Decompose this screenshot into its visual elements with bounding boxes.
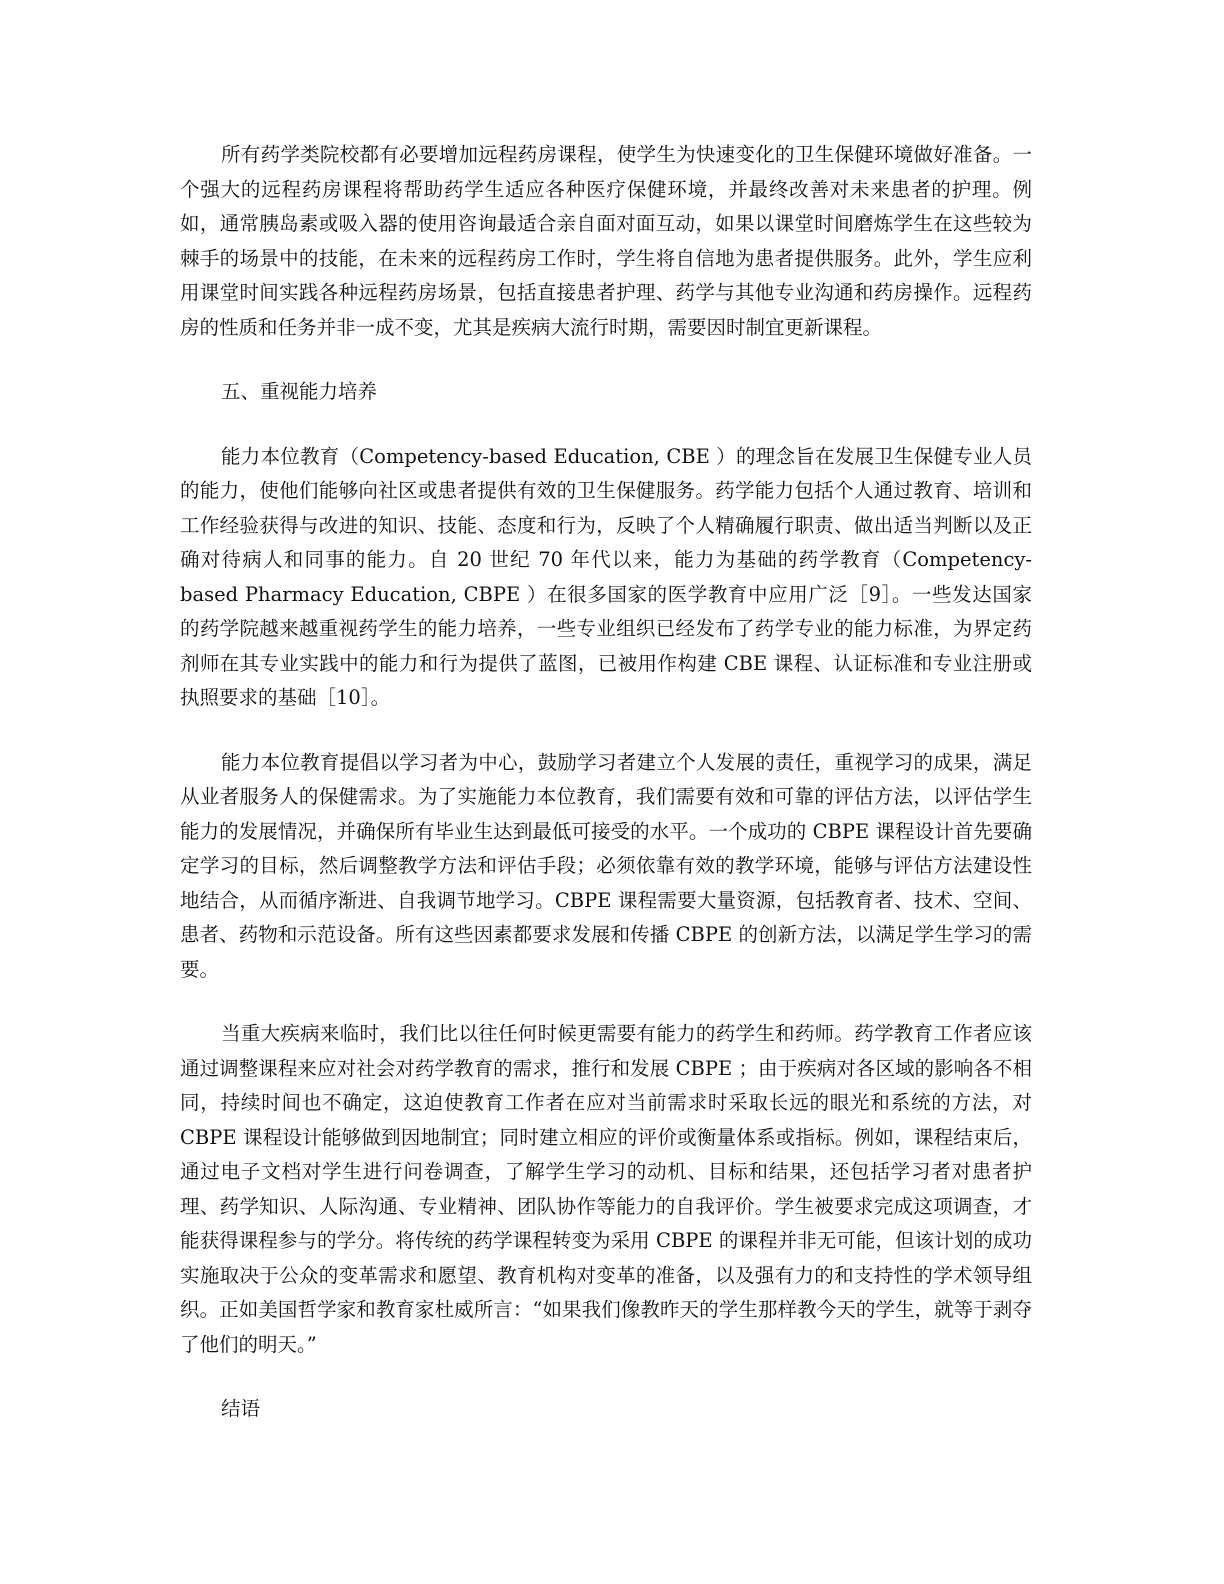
document-page — [180, 138, 1032, 1457]
paragraph-cbpe-response: 当重大疾病来临时，我们比以往任何时候更需要有能力的药学生和药师。药学教育工作者应该通过调整课程来应对社会对药学教育的需求，推行和发展 CBPE ；由于疾病对各区域的影响各不相同，持续时间也不确定，这迫使教育工作者在应对当前需求时采取长远的眼光和系统的方法，对 CBPE 课程设计能够做到因地制宜；同时建立相应的评价或衡量体系或指标。例如，课程结束后，通过电子文档对学生进行问卷调查，了解学生学习的动机、目标和结果，还包括学习者对患者护理、药学知识、人际沟通、专业精神、团队协作等能力的自我评价。学生被要求完成这项调查，才能获得课程参与的学分。将传统的药学课程转变为采用 CBPE 的课程并非无可能，但该计划的成功实施取决于公众的变革需求和愿望、教育机构对变革的准备，以及强有力的和支持性的学术领导组织。正如美国哲学家和教育家杜威所言：“如果我们像教昨天的学生那样教今天的学生，就等于剥夺了他们的明天。” — [180, 1022, 1032, 1356]
section-heading-conclusion: 结语 — [221, 1397, 261, 1420]
section-heading-competency: 五、重视能力培养 — [221, 380, 378, 403]
paragraph-cbe-implementation: 能力本位教育提倡以学习者为中心，鼓励学习者建立个人发展的责任，重视学习的成果，满足从业者服务人的保健需求。为了实施能力本位教育，我们需要有效和可靠的评估方法，以评估学生能力的发展情况，并确保所有毕业生达到最低可接受的水平。一个成功的 CBPE 课程设计首先要确定学习的目标，然后调整教学方法和评估手段；必须依靠有效的教学环境，能够与评估方法建设性地结合，从而循序渐进、自我调节地学习。CBPE 课程需要大量资源，包括教育者、技术、空间、患者、药物和示范设备。所有这些因素都要求发展和传播 CBPE 的创新方法，以满足学生学习的需要。 — [180, 750, 1032, 981]
paragraph-cbe-definition: 能力本位教育（Competency-based Education, CBE ）的理念旨在发展卫生保健专业人员的能力，使他们能够向社区或患者提供有效的卫生保健服务。药学能力包括个人通过教育、培训和工作经验获得与改进的知识、技能、态度和行为，反映了个人精确履行职责、做出适当判断以及正确对待病人和同事的能力。自 20 世纪 70 年代以来，能力为基础的药学教育（Competency-based Pharmacy Education, CBPE ）在很多国家的医学教育中应用广泛［9］。一些发达国家的药学院越来越重视药学生的能力培养，一些专业组织已经发布了药学专业的能力标准，为界定药剂师在其专业实践中的能力和行为提供了蓝图，已被用作构建 CBE 课程、认证标准和专业注册或执照要求的基础［10］。 — [180, 444, 1032, 709]
paragraph-tele-pharmacy-curriculum: 所有药学类院校都有必要增加远程药房课程，使学生为快速变化的卫生保健环境做好准备。一个强大的远程药房课程将帮助药学生适应各种医疗保健环境，并最终改善对未来患者的护理。例如，通常胰岛素或吸入器的使用咨询最适合亲自面对面互动，如果以课堂时间磨炼学生在这些较为棘手的场景中的技能，在未来的远程药房工作时，学生将自信地为患者提供服务。此外，学生应利用课堂时间实践各种远程药房场景，包括直接患者护理、药学与其他专业沟通和药房操作。远程药房的性质和任务并非一成不变，尤其是疾病大流行时期，需要因时制宜更新课程。 — [180, 143, 1032, 339]
